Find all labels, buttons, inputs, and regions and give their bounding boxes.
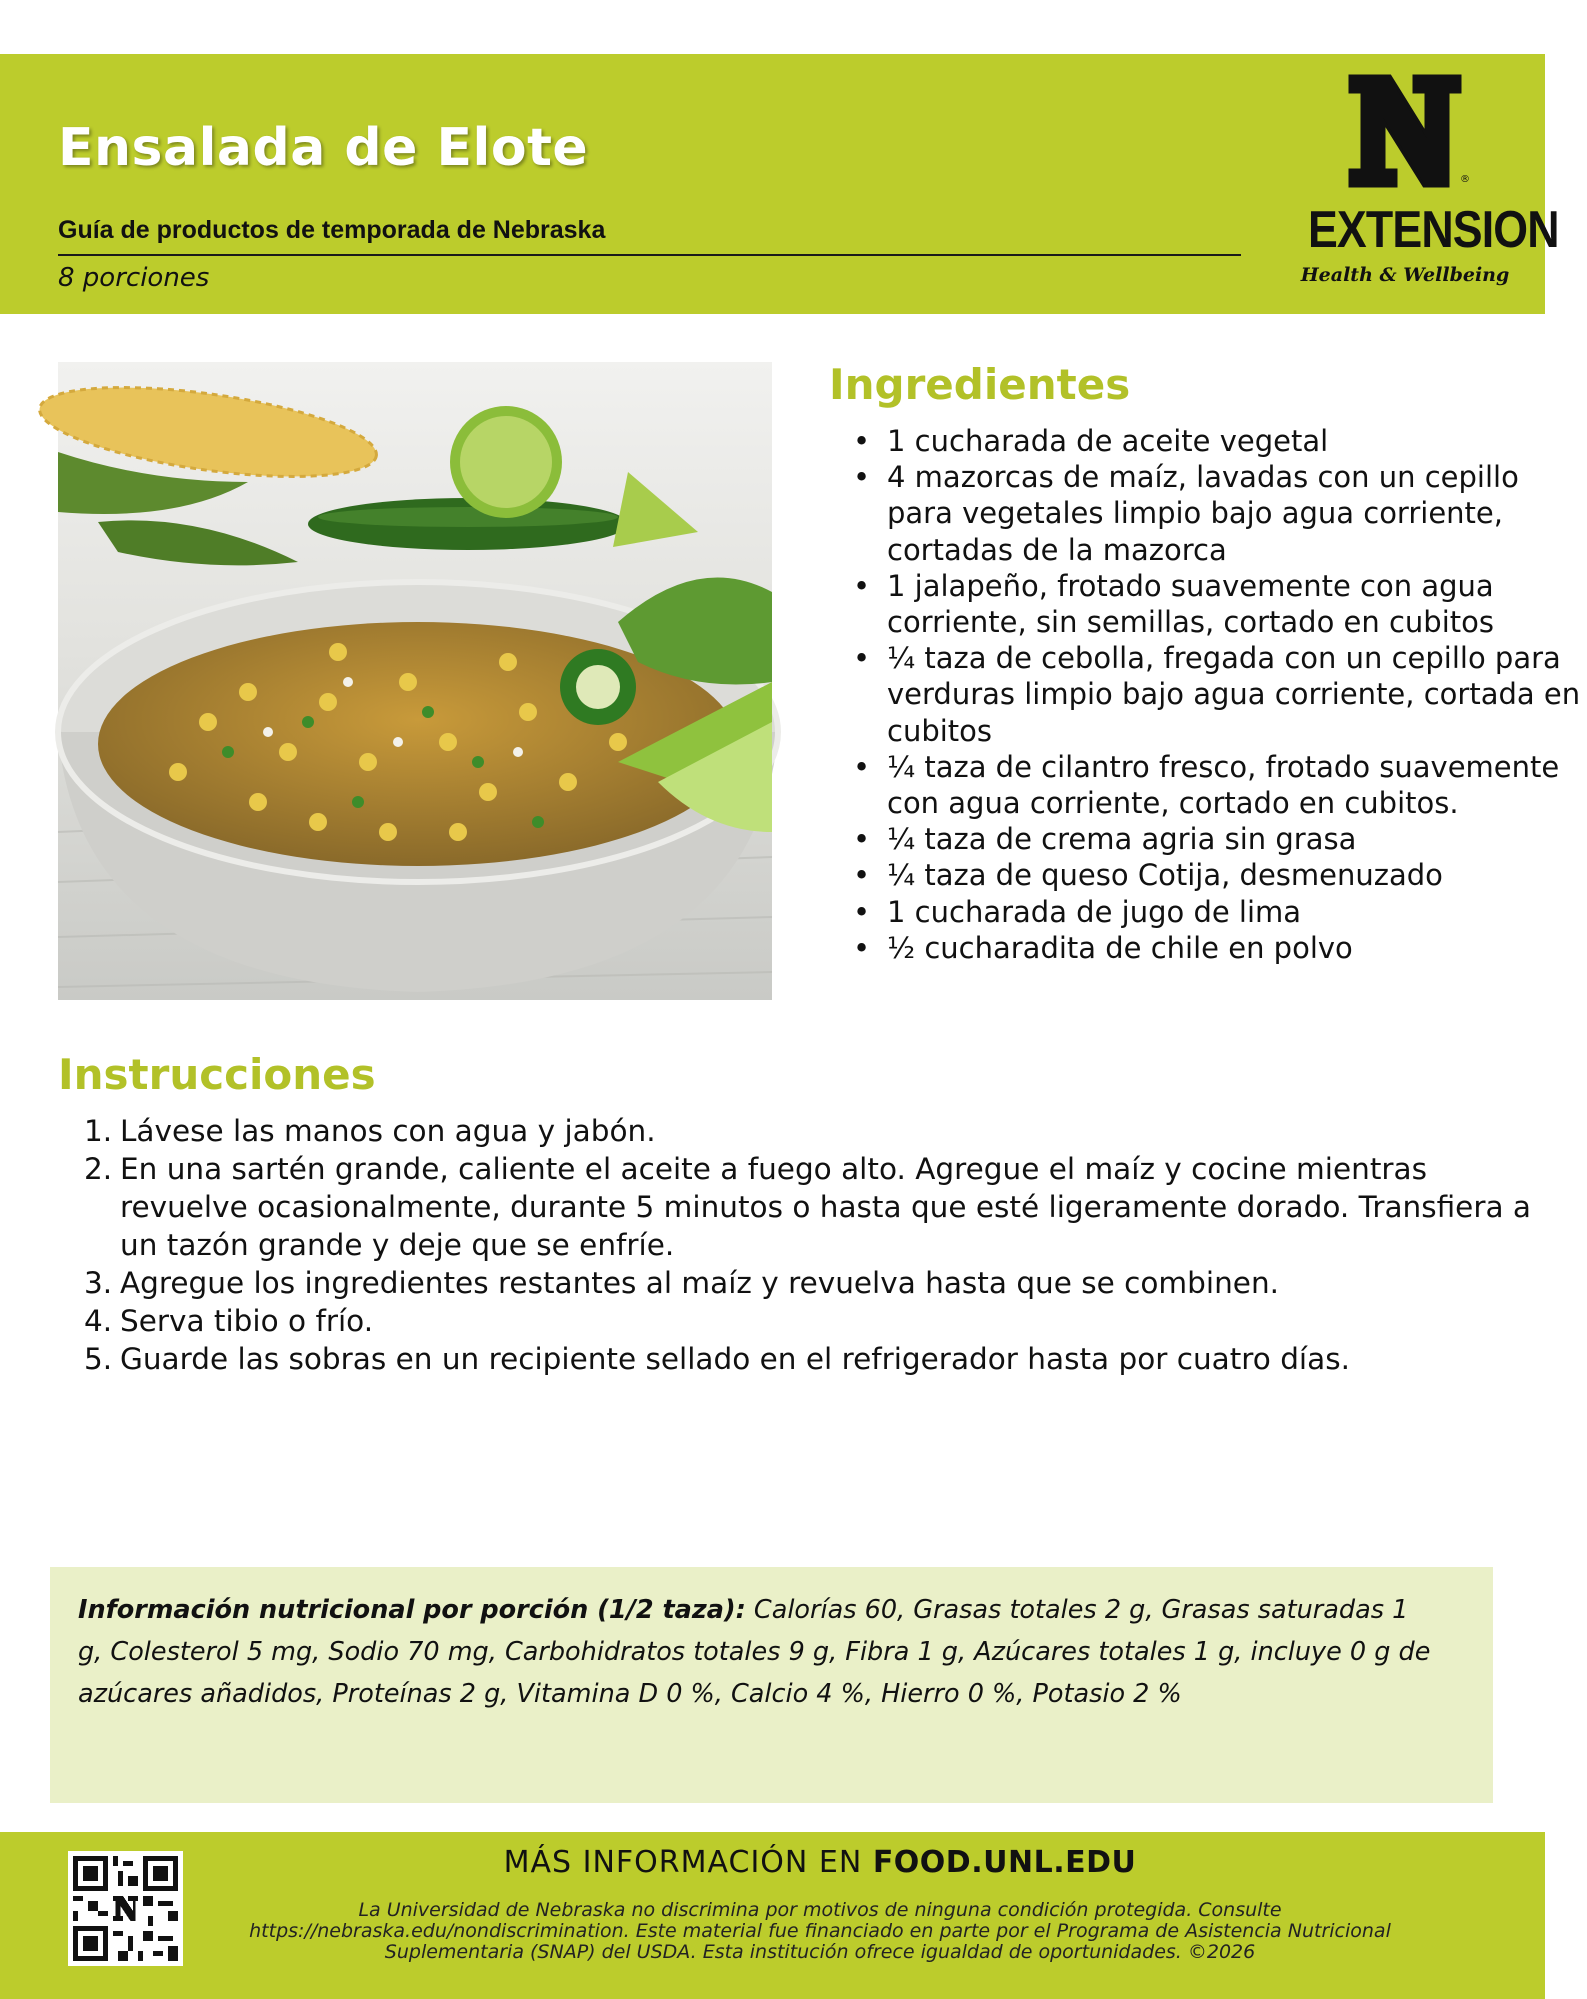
more-info-link[interactable]: FOOD.UNL.EDU (872, 1845, 1137, 1880)
list-item: • ¼ taza de cebolla, fregada con un cepillo para verduras limpio bajo agua corriente, cortada en cubitos (887, 640, 1587, 749)
more-info (260, 1845, 1380, 1880)
step-number: 2. (84, 1152, 113, 1186)
list-item: • ¼ taza de crema agria sin grasa (887, 821, 1587, 857)
list-item (84, 1264, 1540, 1302)
instructions-heading: Instrucciones (58, 1050, 376, 1099)
list-item: • ½ cucharadita de chile en polvo (887, 930, 1587, 966)
list-item: • 1 cucharada de aceite vegetal (887, 423, 1587, 459)
logo-extension-text: EXTENSION (1307, 201, 1559, 259)
nebraska-n-icon (1344, 72, 1470, 190)
legal-notice: La Universidad de Nebraska no discrimina por motivos de ninguna condición protegida. Consulte https://nebraska.edu/nondiscrimination. Este material fue financiado en parte por el Programa de Asistencia Nutricional Suplementaria (SNAP) del USDA. Esta institución ofrece igualdad de oportunidades. ©2026 (249, 1899, 1391, 1963)
extension-logo[interactable] (1280, 72, 1559, 297)
list-item: • ¼ taza de queso Cotija, desmenuzado (887, 857, 1587, 893)
list-item (84, 1112, 1540, 1150)
list-item: • 1 jalapeño, frotado suavemente con agua corriente, sin semillas, cortado en cubitos (887, 568, 1587, 640)
step-number: 1. (84, 1114, 113, 1148)
subtitle: Guía de productos de temporada de Nebraska (58, 216, 1241, 256)
nutrition-text (78, 1589, 1438, 1715)
ingredients-list (829, 423, 1587, 966)
list-item (84, 1340, 1540, 1378)
nutrition-label: Información nutricional por porción (1/2 taza): (78, 1595, 746, 1625)
step-text: Serva tibio o frío. (120, 1304, 374, 1338)
step-number: 5. (84, 1342, 113, 1376)
step-text: Lávese las manos con agua y jabón. (120, 1114, 656, 1148)
nutrition-box (50, 1567, 1493, 1803)
list-item: • 4 mazorcas de maíz, lavadas con un cepillo para vegetales limpio bajo agua corriente, cortadas de la mazorca (887, 459, 1587, 568)
recipe-title: Ensalada de Elote (58, 118, 589, 178)
corn-salad-photo (58, 362, 772, 1000)
ingredients-heading: Ingredientes (829, 360, 1131, 409)
instructions-list (84, 1112, 1540, 1378)
svg-text:®: ® (1460, 174, 1470, 185)
step-text: En una sartén grande, caliente el aceite a fuego alto. Agregue el maíz y cocine mientras revuelve ocasionalmente, durante 5 minutos o hasta que esté ligeramente dorado. Transfiera a un tazón grande y deje que se enfríe. (120, 1152, 1531, 1262)
qr-code-icon[interactable] (68, 1851, 183, 1966)
step-number: 4. (84, 1304, 113, 1338)
step-text: Guarde las sobras en un recipiente sellado en el refrigerador hasta por cuatro días. (120, 1342, 1350, 1376)
logo-tagline: Health & Wellbeing (1300, 264, 1510, 286)
list-item: • 1 cucharada de jugo de lima (887, 894, 1587, 930)
list-item (84, 1150, 1540, 1264)
list-item: • ¼ taza de cilantro fresco, frotado suavemente con agua corriente, cortado en cubitos. (887, 749, 1587, 821)
step-number: 3. (84, 1266, 113, 1300)
list-item (84, 1302, 1540, 1340)
more-info-prefix: MÁS INFORMACIÓN EN (503, 1845, 873, 1880)
nutrition-values: Calorías 60, Grasas totales 2 g, Grasas saturadas 1 g, Colesterol 5 mg, Sodio 70 mg, Carbohidratos totales 9 g, Fibra 1 g, Azúcares totales 1 g, incluye 0 g de azúcares añadidos, Proteínas 2 g, Vitamina D 0 %, Calcio 4 %, Hierro 0 %, Potasio 2 % (78, 1595, 1431, 1709)
step-text: Agregue los ingredientes restantes al maíz y revuelva hasta que se combinen. (120, 1266, 1280, 1300)
portions: 8 porciones (58, 263, 210, 293)
